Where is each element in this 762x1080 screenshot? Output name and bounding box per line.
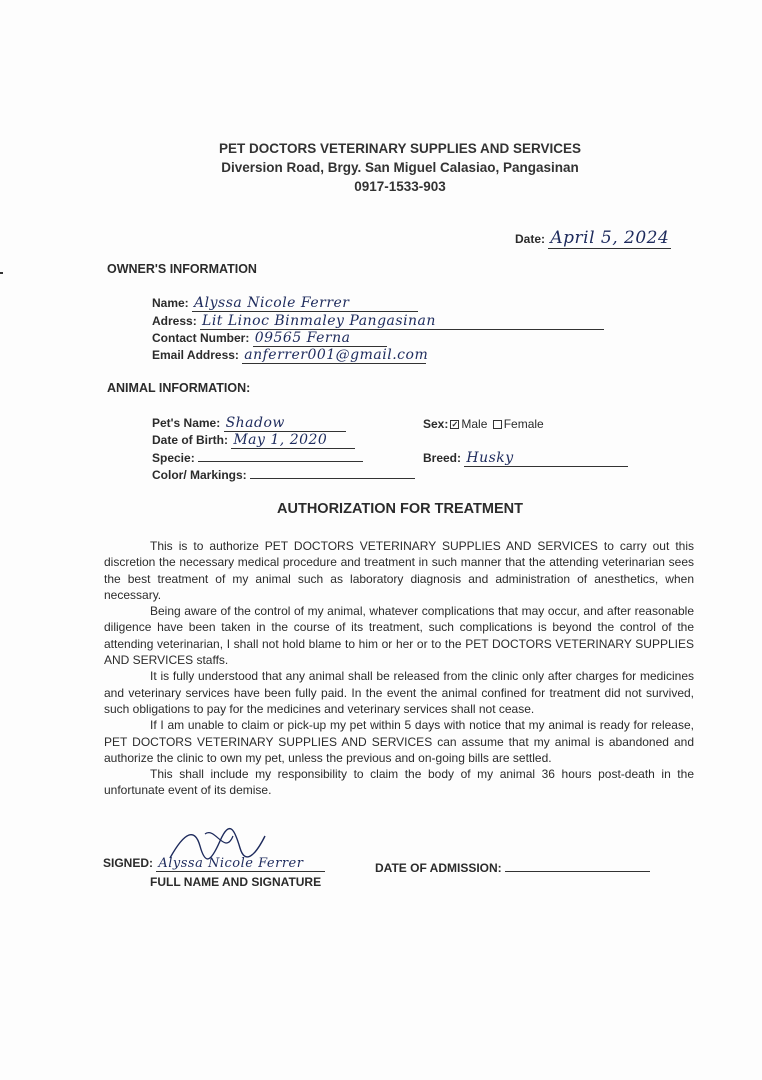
- authorization-title: AUTHORIZATION FOR TREATMENT: [277, 501, 523, 517]
- clinic-header: [0, 139, 762, 196]
- authorization-body: [104, 538, 694, 799]
- pet-dob-label: Date of Birth:: [152, 433, 228, 447]
- pet-color-blank: [250, 466, 415, 479]
- signed-field: [103, 856, 325, 872]
- signed-label: SIGNED:: [103, 856, 154, 870]
- date-of-admission-blank: [505, 859, 650, 872]
- pet-dob-value: May 1, 2020: [231, 432, 355, 449]
- date-of-admission-label: DATE OF ADMISSION:: [375, 861, 502, 875]
- owner-address-value: Lit Linoc Binmaley Pangasinan: [200, 313, 604, 330]
- pet-breed-value: Husky: [464, 450, 628, 467]
- owner-email-label: Email Address:: [152, 348, 239, 362]
- authorization-paragraph-3: It is fully understood that any animal shall be released from the clinic only after charges for medicines and veterinary services have been fully paid. In the event the animal confined for treatment did not survived, such obligations to pay for the medicines and veterinary services shall not cease.: [104, 669, 694, 716]
- authorization-paragraph-1: This is to authorize PET DOCTORS VETERINARY SUPPLIES AND SERVICES to carry out this discretion the necessary medical procedure and treatment in such manner that the attending veterinarian sees the best treatment of my animal such as laboratory diagnosis and administration of anesthetics, when necessary.: [104, 539, 694, 602]
- clinic-name: PET DOCTORS VETERINARY SUPPLIES AND SERVICES: [218, 141, 582, 156]
- owner-name-field: [152, 295, 418, 312]
- pet-sex-field: [423, 417, 544, 431]
- animal-section-title: ANIMAL INFORMATION:: [107, 381, 251, 395]
- pet-specie-field: [152, 449, 363, 465]
- pet-specie-label: Specie:: [152, 451, 195, 465]
- pet-name-field: [152, 415, 346, 432]
- authorization-paragraph-4: If I am unable to claim or pick-up my pet within 5 days with notice that my animal is ready for release, PET DOCTORS VETERINARY SUPPLIES AND SERVICES can assume that my animal is abandoned and authorize the clinic to own my pet, unless the previous and on-going bills are settled.: [104, 718, 694, 765]
- date-field: [515, 228, 671, 249]
- clinic-address: Diversion Road, Brgy. San Miguel Calasiao, Pangasinan: [221, 160, 579, 175]
- owner-address-field: [152, 313, 604, 330]
- owner-name-value: Alyssa Nicole Ferrer: [192, 295, 418, 312]
- pet-color-label: Color/ Markings:: [152, 468, 247, 482]
- clinic-phone: 0917-1533-903: [354, 179, 446, 194]
- pet-dob-field: [152, 432, 355, 449]
- authorization-paragraph-2: Being aware of the control of my animal, whatever complications that may occur, and after reasonable diligence have been taken in the course of its treatment, such complications is beyond the control of the attending veterinarian, I shall not hold blame to him or her or to the PET DOCTORS VETERINARY SUPPLIES AND SERVICES staffs.: [104, 604, 694, 668]
- pet-breed-field: [423, 450, 628, 467]
- signature-caption: FULL NAME AND SIGNATURE: [150, 875, 322, 889]
- male-option-label: Male: [461, 417, 488, 431]
- owner-name-label: Name:: [152, 296, 189, 310]
- owner-section-title: OWNER'S INFORMATION: [107, 262, 257, 276]
- pet-name-label: Pet's Name:: [152, 416, 221, 430]
- date-value: April 5, 2024: [550, 228, 670, 248]
- male-checkbox-checked-icon: ✓: [451, 420, 459, 430]
- date-of-admission-field: [375, 859, 650, 875]
- scan-mark: [0, 272, 3, 274]
- owner-contact-field: [152, 330, 387, 347]
- pet-sex-label: Sex:: [423, 417, 449, 431]
- female-option-label: Female: [503, 417, 544, 431]
- owner-contact-value: 09565 Ferna: [253, 330, 387, 347]
- owner-email-value: anferrer001@gmail.com: [244, 347, 429, 363]
- owner-email-field: [152, 347, 429, 364]
- pet-name-value: Shadow: [224, 415, 346, 432]
- owner-address-label: Adress:: [152, 314, 197, 328]
- pet-breed-label: Breed:: [423, 451, 462, 465]
- female-checkbox-icon: [493, 420, 502, 429]
- pet-specie-blank: [198, 449, 363, 462]
- authorization-paragraph-5: This shall include my responsibility to claim the body of my animal 36 hours post-death in the unfortunate event of its demise.: [104, 767, 694, 798]
- signed-value: Alyssa Nicole Ferrer: [156, 856, 325, 872]
- date-label: Date:: [515, 232, 546, 246]
- owner-contact-label: Contact Number:: [152, 331, 250, 345]
- pet-color-field: [152, 466, 415, 482]
